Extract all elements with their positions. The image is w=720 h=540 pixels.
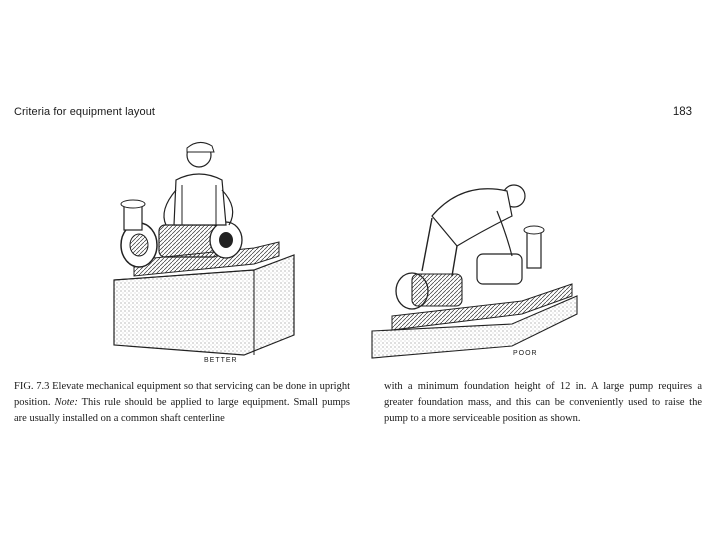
caption-left-part1: FIG. 7.3 Elevate mechanical equipment so that servicing can be done in upright position. xyxy=(14,381,350,408)
running-title: Criteria for equipment layout xyxy=(14,106,156,118)
page-number: 183 xyxy=(672,106,692,118)
better-pump-drawing xyxy=(104,130,304,370)
poor-pump-illustration xyxy=(362,146,590,370)
caption-left-part2: This rule should be applied to large equipment. Small pumps are usually installed on a common shaft centerline xyxy=(14,397,350,424)
figure-caption-right: with a minimum foundation height of 12 in. A large pump requires a greater foundation mass, and this can be conveniently used to raise the pump to a more serviceable position as shown. xyxy=(384,381,702,424)
poor-label: POOR xyxy=(513,350,538,357)
caption-note-label: Note: xyxy=(54,397,78,408)
figure-caption-left xyxy=(14,379,350,427)
better-pump-illustration xyxy=(104,130,304,370)
better-label: BETTER xyxy=(204,357,238,364)
poor-pump-drawing xyxy=(362,146,590,370)
